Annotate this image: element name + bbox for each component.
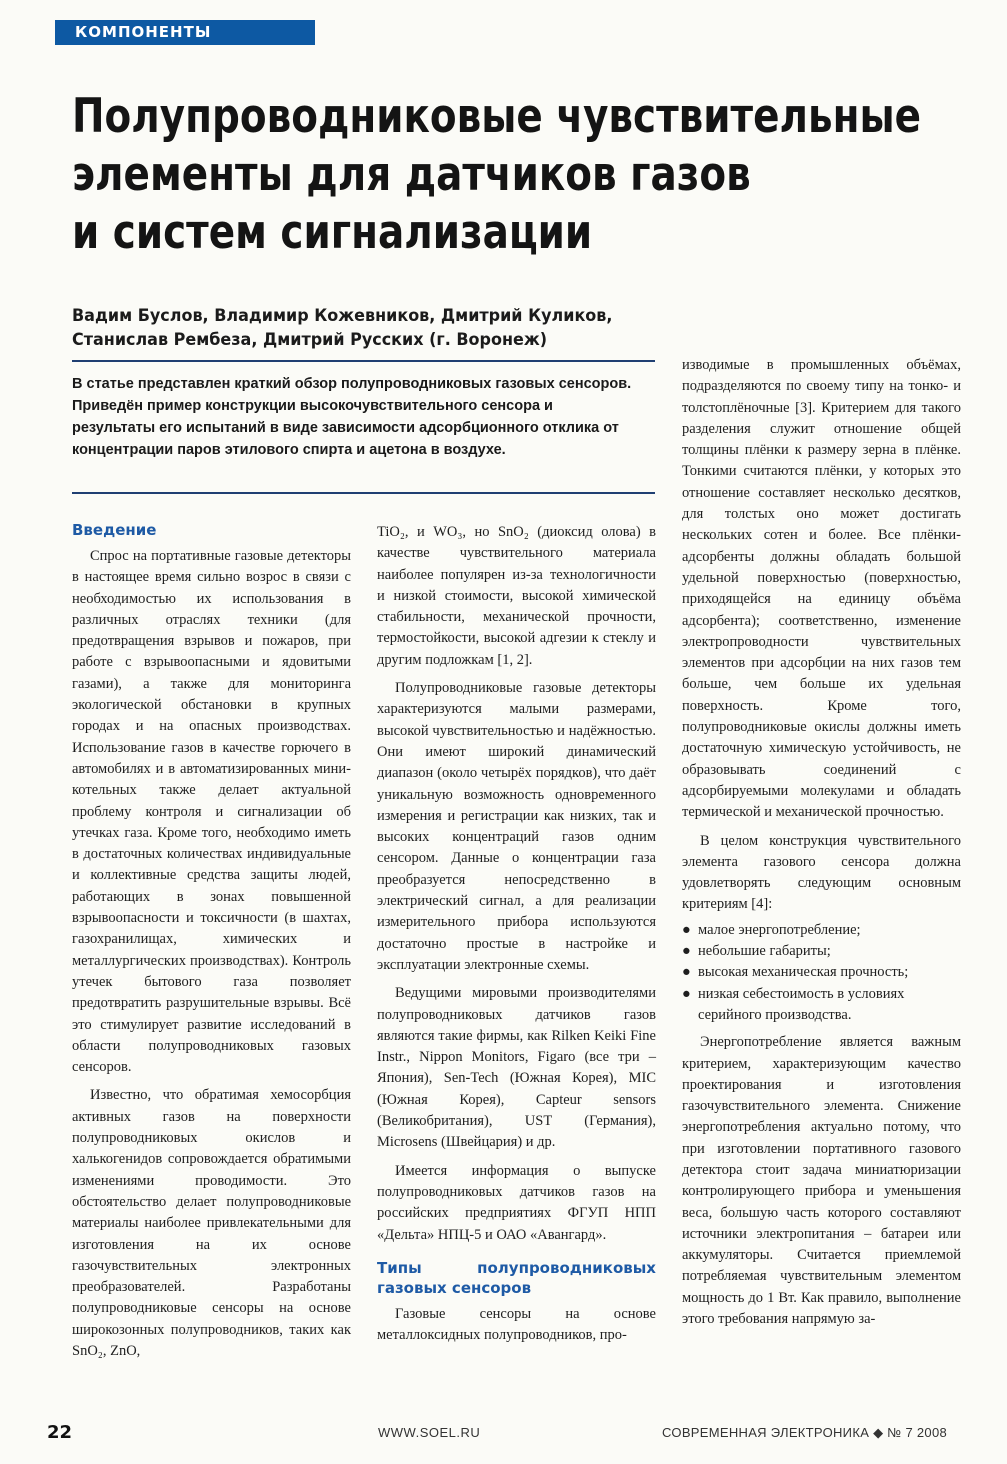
paragraph: изводимые в промышленных объёмах, подразделяются по своему типу на тонко- и толстоплёночные [3]. Критерием для такого разделения служит отношение общей толщины плёнки к размеру зерна в плёнке. Тонкими считаются плёнки, у которых это отношение составляет несколько десятков, для толстых оно может достигать нескольких сотен и более. Все плёнки-адсорбенты должны обладать большой удельной поверхностью (поверхностью, приходящейся на единицу объёма адсорбента); соответственно, изменение электропроводности чувствительных элементов при адсорбции на них газов тем больше, чем больше их удельная поверхность. Кроме того, полупроводниковые окислы должны иметь достаточную химическую устойчивость, не образовывать соединений с адсорбируемыми молекулами и обладать термической и механической прочностью.: [682, 357, 961, 821]
authors: [72, 304, 612, 352]
page-footer: [0, 1418, 1007, 1448]
list-item: ● небольшие габариты;: [682, 941, 961, 962]
paragraph: Газовые сенсоры на основе металлоксидных полупроводников, про-: [377, 1305, 656, 1344]
bullet-icon: ●: [682, 964, 691, 981]
paragraph: Имеется информация о выпуске полупроводниковых датчиков газов на российских предприятиях ФГУП НПП «Дельта» НПЦ-5 и ОАО «Авангард».: [377, 1162, 656, 1243]
list-item: ● высокая механическая прочность;: [682, 962, 961, 983]
journal-name: СОВРЕМЕННАЯ ЭЛЕКТРОНИКА ◆ № 7 2008: [662, 1425, 948, 1440]
title-line: и систем сигнализации: [72, 205, 593, 260]
list-item: ● малое энергопотребление;: [682, 920, 961, 941]
paragraph: Известно, что обратимая хемосорбция активных газов на поверхности полупроводниковых окислов и халькогенидов сопровождается обратимыми изменениями проводимости. Это обстоятельство делает полупроводниковые материалы наиболее привлекательными для изготовления на их основе газочувствительных электронных преобразователей. Разработаны полупроводниковые сенсоры на основе широкозонных полупроводников, таких как SnO₂, ZnO,: [72, 1087, 351, 1359]
bullet-icon: ●: [682, 921, 691, 938]
abstract: В статье представлен краткий обзор полупроводниковых газовых сенсоров. Приведён пример конструкции высокочувствительного сенсора и результаты его испытаний в виде зависимости адсорбционного отклика от концентрации паров этилового спирта и ацетона в воздухе.: [72, 376, 632, 458]
column-3: [682, 355, 961, 1330]
section-heading-intro: Введение: [72, 521, 157, 539]
paragraph: Ведущими мировыми производителями полупроводниковых датчиков газов являются такие фирмы, как Rilken Keiki Fine Instr., Nippon Monitors, Figaro (все три – Япония), Sen-Tech (Южная Корея), MIC (Южная Корея), Capteur sensors (Великобритания), UST (Германия), Microsens (Швейцария) и др.: [377, 985, 656, 1151]
page-number: 22: [47, 1422, 73, 1443]
section-label: КОМПОНЕНТЫ: [75, 23, 212, 41]
authors-line: Станислав Рембеза, Дмитрий Русских (г. Воронеж): [72, 330, 548, 350]
title-line: Полупроводниковые чувствительные: [72, 89, 922, 144]
authors-line: Вадим Буслов, Владимир Кожевников, Дмитрий Куликов,: [72, 306, 613, 326]
abstract-top-rule: [72, 360, 655, 362]
column-2: [377, 522, 656, 1346]
paragraph: Энергопотребление является важным критерием, характеризующим качество проектирования и изготовления газочувствительного элемента. Снижение энергопотребления актуально потому, что при изготовлении портативного газового детектора стоит задача миниатюризации контролирующего прибора и уменьшения веса, большую часть которого составляют источники электропитания – батареи или аккумуляторы. Считается приемлемой потребляемая чувствительным элементом мощность до 1 Вт. Как правило, выполнение этого требования напрямую за-: [682, 1034, 961, 1328]
title-line: элементы для датчиков газов: [72, 147, 751, 202]
bullet-icon: ●: [682, 943, 691, 960]
section-heading-types: Типы полупроводниковых газовых сенсоров: [377, 1258, 656, 1297]
list-item: ● низкая себестоимость в условиях серийного производства.: [682, 985, 905, 1023]
paragraph: TiO₂, и WO₃, но SnO₂ (диоксид олова) в качестве чувствительного материала наиболее популярен из-за технологичности и низкой стоимости, высокой химической стабильности, механической прочности, термостойкости, высокой адгезии к стеклу и другим подложкам [1, 2].: [377, 524, 656, 668]
bullet-icon: ●: [682, 985, 691, 1002]
paragraph: В целом конструкция чувствительного элемента газового сенсора должна удовлетворять следующим основным критериям [4]:: [682, 832, 961, 913]
abstract-bottom-rule: [72, 492, 655, 494]
website-link[interactable]: WWW.SOEL.RU: [378, 1425, 481, 1440]
section-tab: [55, 20, 315, 45]
article-title: [72, 88, 922, 262]
column-1: [72, 520, 351, 1362]
criteria-list: [682, 920, 961, 1026]
paragraph: Полупроводниковые газовые детекторы характеризуются малыми размерами, высокой чувствительностью и надёжностью. Они имеют широкий динамический диапазон (около четырёх порядков), что даёт уникальную возможность одновременного измерения и регистрации как низких, так и высоких концентраций газов одним сенсором. Данные о концентрации газа преобразуется непосредственно в электрический сигнал, а для реализации измерительного прибора используются достаточно простые в настройке и эксплуатации электронные схемы.: [377, 680, 656, 973]
header-bar: [0, 0, 1007, 52]
paragraph: Спрос на портативные газовые детекторы в настоящее время сильно возрос в связи с необходимостью их использования в различных отраслях техники (для предотвращения взрывов и пожаров, при работе с взрывоопасными и ядовитыми газами), а также для мониторинга экологической обстановки в крупных городах и на опасных производствах. Использование газов в качестве горючего в автомобилях и в автоматизированных мини-котельных также делает актуальной проблему контроля и сигнализации об утечках газа. Кроме того, необходимо иметь в достаточных количествах индивидуальные и коллективные средства защиты людей, работающих в зонах повышенной взрывоопасности и токсичности (в шахтах, газохранилищах, химических и металлургических производствах). Контроль утечек бытового газа позволяет предотвратить разрушительные взрывы. Всё это стимулирует развитие исследований в области полупроводниковых газовых сенсоров.: [72, 548, 351, 1076]
